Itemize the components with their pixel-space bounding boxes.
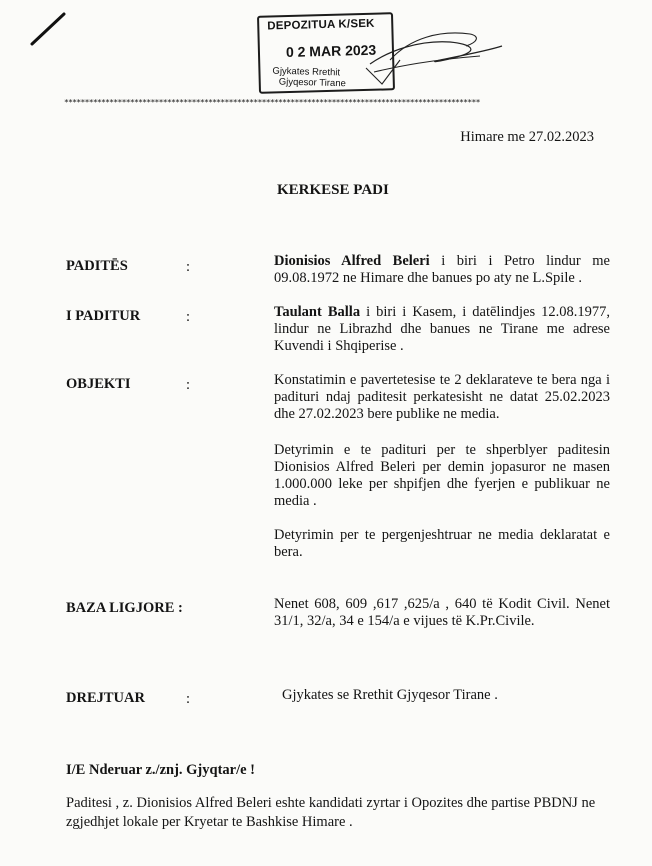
value-drejtuar: Gjykates se Rrethit Gjyqesor Tirane . [282,687,498,703]
label-i-paditur: I PADITUR [66,308,141,324]
greeting: I/E Nderuar z./znj. Gjyqtar/e ! [66,762,256,778]
document-title: KERKESE PADI [277,182,389,198]
stamp-line-4: Gjyqesor Tirane [278,76,346,90]
plaintiff-details: i biri i Petro lindur me 09.08.1972 ne Himare dhe banues po aty ne L.Spile . [274,253,610,286]
star-divider: ***************************************************************************************************** [64,98,480,107]
defendant-details: i biri i Kasem, i datēlindjes 12.08.1977, lindur ne Librazhd dhe banues ne Tirane me adrese Kuvendi i Shqiperise . [274,304,610,354]
colon-i-paditur: : [186,309,191,325]
label-objekti: OBJEKTI [66,376,131,392]
label-paditesi: PADITĒS [66,258,128,274]
place-date: Himare me 27.02.2023 [460,129,594,145]
plaintiff-name: Dionisios Alfred Beleri [274,253,430,269]
stamp-line-1: DEPOZITUA K/SEK [267,17,375,33]
objekti-paragraph-3: Detyrimin per te pergenjeshtruar ne media deklaratat e bera. [274,527,610,560]
defendant-name: Taulant Balla [274,304,361,320]
objekti-paragraph-1: Konstatimin e pavertetesise te 2 deklarateve te bera nga i padituri ndaj paditesit perkatesisht ne datat 25.02.2023 dhe 27.02.2023 bere publike ne media. [274,372,610,422]
handwritten-signature [330,20,510,90]
colon-paditesi: : [186,259,191,275]
value-paditesi [274,253,610,287]
label-baza-ligjore: BAZA LIGJORE : [66,600,183,616]
body-paragraph: Paditesi , z. Dionisios Alfred Beleri eshte kandidati zyrtar i Opozites dhe partise PBDNJ ne zgjedhjet lokale per Kryetar te Bashkise Himare . [66,795,596,830]
label-drejtuar: DREJTUAR [66,690,145,706]
colon-objekti: : [186,377,191,393]
objekti-paragraph-2: Detyrimin e te padituri per te shperblyer paditesin Dionisios Alfred Beleri per demin jopasuror ne masen 1.000.000 leke per shpifjen dhe fyerjen e publikuar ne media . [274,442,610,509]
stamp-line-3: Gjykates Rrethit [272,65,341,79]
value-baza-ligjore: Nenet 608, 609 ,617 ,625/a , 640 të Kodit Civil. Nenet 31/1, 32/a, 34 e 154/a e vijues të K.Pr.Civile. [274,596,610,629]
value-i-paditur [274,304,610,355]
stamp-date: 0 2 MAR 2023 [285,41,377,61]
colon-drejtuar: : [186,691,191,707]
pen-stroke-mark [28,8,68,48]
